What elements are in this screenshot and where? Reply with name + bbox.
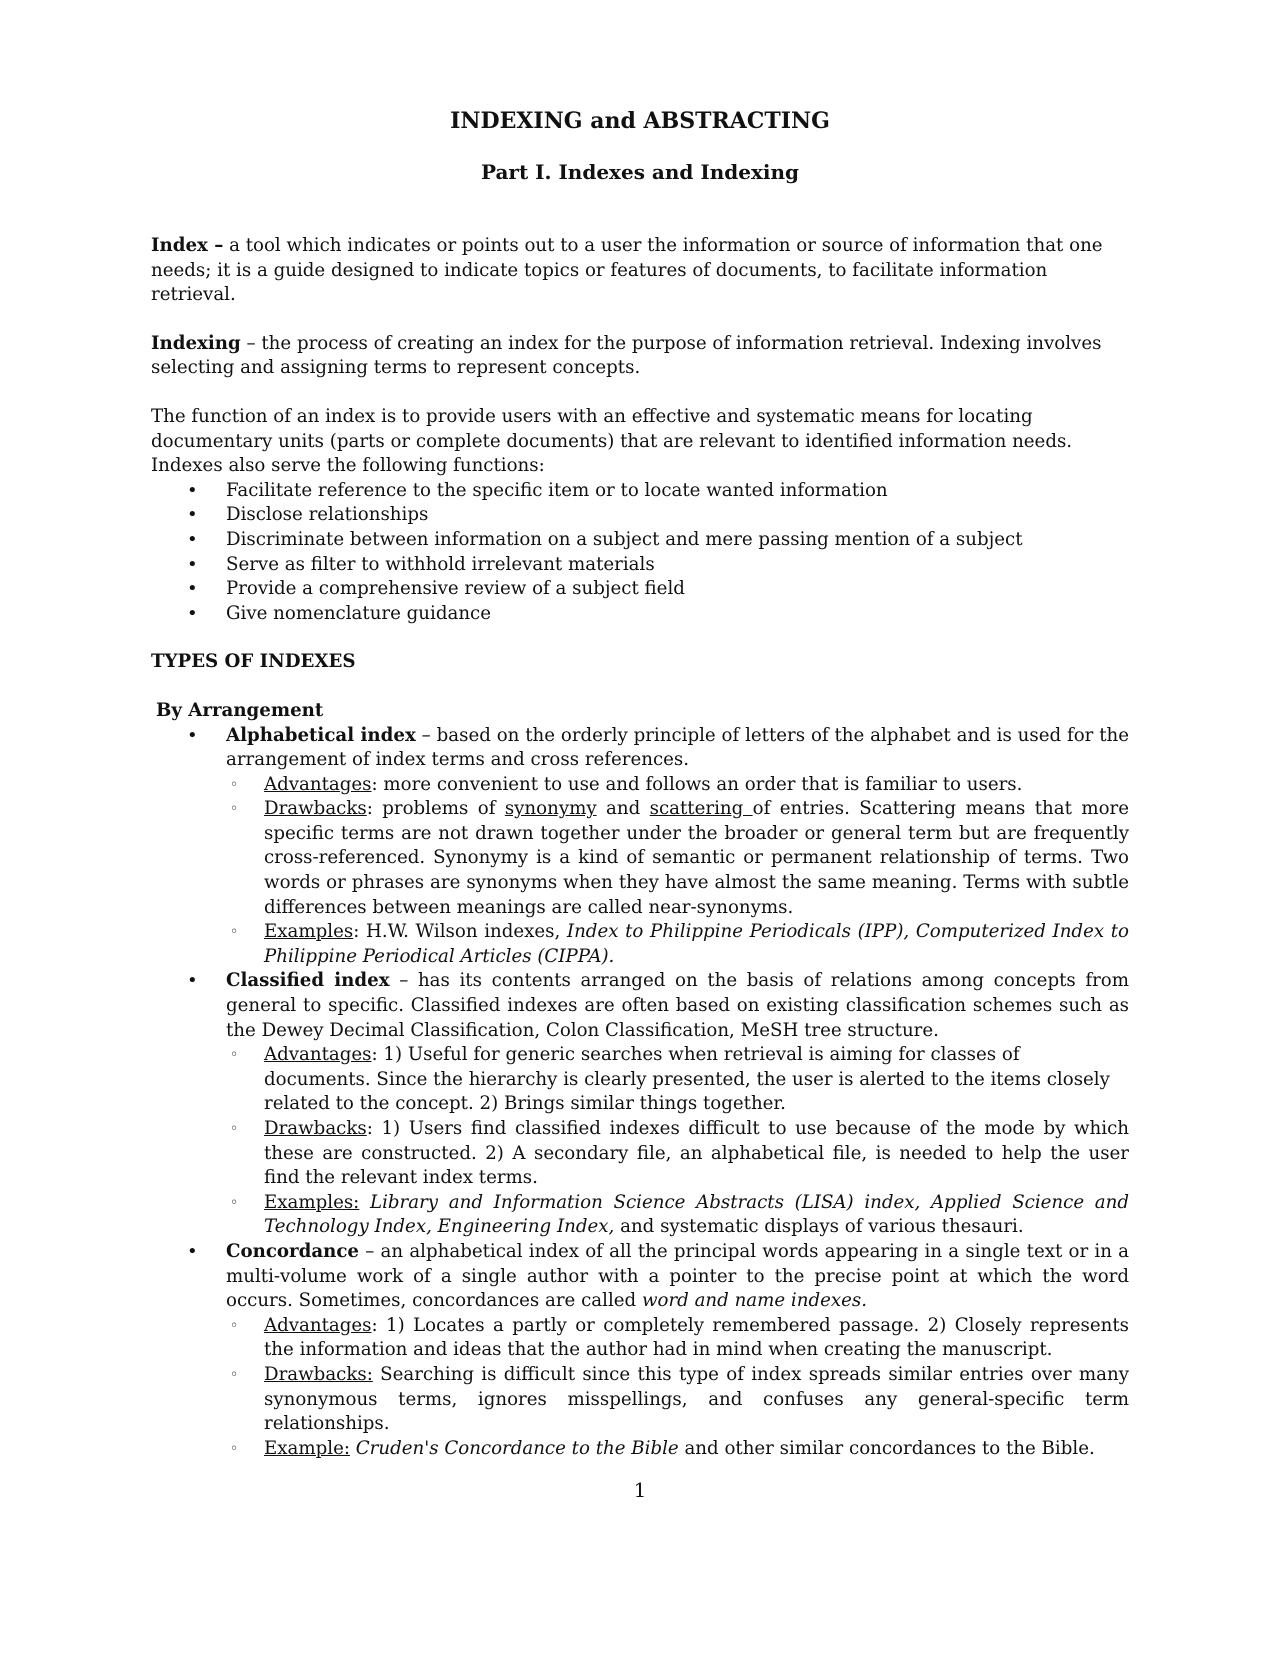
alphabetical-sublist <box>226 773 1129 970</box>
list-item: • Discriminate between information on a subject and mere passing mention of a subject <box>226 528 1129 553</box>
drawbacks-label: Drawbacks <box>264 1118 367 1139</box>
drawbacks-text: : 1) Users find classified indexes difficult to use because of the mode by which these are constructed. 2) A secondary file, an alphabetical file, is needed to help the user find the relevant index terms. <box>264 1118 1129 1189</box>
indexing-definition <box>151 332 1129 381</box>
drawbacks-and: and <box>596 798 650 820</box>
index-definition <box>151 234 1129 308</box>
alphabetical-drawbacks <box>264 797 1129 920</box>
examples-text: and systematic displays of various thesauri. <box>614 1216 1024 1238</box>
document-title: INDEXING and ABSTRACTING <box>450 108 830 134</box>
advantages-text: : more convenient to use and follows an order that is familiar to users. <box>371 773 1023 795</box>
examples-label: Examples <box>264 921 354 943</box>
drawbacks-label: Drawbacks: <box>264 1363 373 1385</box>
classified-advantages <box>264 1043 1129 1117</box>
drawbacks-text-pre: : problems of <box>366 798 505 820</box>
example-label: Example: <box>264 1437 350 1459</box>
concordance-sublist <box>226 1314 1129 1462</box>
example-title: Cruden's Concordance to the Bible <box>349 1437 679 1459</box>
list-item: • Disclose relationships <box>226 503 1129 528</box>
examples-titles: Library and Information Science Abstracts (LISA) index, Applied Science and Technology Index, Engineering Index, <box>264 1191 1129 1238</box>
concordance-alt-name: word and name indexes. <box>641 1290 867 1312</box>
alphabetical-index-term: Alphabetical index <box>226 724 416 746</box>
by-arrangement-heading: By Arrangement <box>156 699 324 721</box>
drawbacks-text-post: of entries. Scattering means that more specific terms are not drawn together under the broader or general term but are frequently cross-referenced. Synonymy is a kind of semantic or permanent relationship of terms. Two words or phrases are synonyms when they have almost the same meaning. Terms with subtle differences between meanings are called near-synonyms. <box>264 798 1129 918</box>
concordance-advantages <box>264 1314 1129 1363</box>
alphabetical-index-text: – based on the orderly principle of letters of the alphabet and is used for the arrangement of index terms and cross references. <box>226 724 1129 771</box>
list-item: • Facilitate reference to the specific item or to locate wanted information <box>226 479 1129 504</box>
alphabetical-index-item <box>226 724 1129 970</box>
list-item: • Give nomenclature guidance <box>226 602 1129 627</box>
types-heading: TYPES OF INDEXES <box>151 651 356 673</box>
examples-label: Examples: <box>264 1191 360 1213</box>
drawbacks-label: Drawbacks <box>264 798 367 820</box>
advantages-label: Advantages <box>264 1314 372 1336</box>
classified-index-term: Classified index <box>226 970 390 992</box>
classified-index-item <box>226 969 1129 1240</box>
examples-titles: Index to Philippine Periodicals (IPP), Computerized Index to Philippine Periodical Articles (CIPPA). <box>264 921 1129 967</box>
indexing-term: Indexing <box>151 332 241 354</box>
arrangement-list <box>151 724 1129 1462</box>
index-term: Index – <box>151 235 224 256</box>
examples-text: : H.W. Wilson indexes, <box>353 921 567 943</box>
classified-sublist <box>226 1043 1129 1240</box>
document-subtitle: Part I. Indexes and Indexing <box>480 160 800 184</box>
page-number: 1 <box>633 1478 647 1502</box>
concordance-example <box>264 1437 1129 1462</box>
concordance-drawbacks <box>264 1363 1129 1437</box>
classified-drawbacks <box>264 1117 1129 1191</box>
synonymy-term: synonymy <box>504 798 597 820</box>
list-item: • Serve as filter to withhold irrelevant materials <box>226 553 1129 578</box>
advantages-label: Advantages <box>264 1044 372 1066</box>
alphabetical-advantages <box>264 773 1129 798</box>
list-item: • Provide a comprehensive review of a subject field <box>226 577 1129 602</box>
alphabetical-examples <box>264 920 1129 969</box>
advantages-text: : 1) Locates a partly or completely remembered passage. 2) Closely represents the information and ideas that the author had in mind when creating the manuscript. <box>264 1314 1129 1361</box>
concordance-item <box>226 1240 1129 1461</box>
indexing-definition-text: – the process of creating an index for the purpose of information retrieval. Indexing involves selecting and assigning terms to represent concepts. <box>151 332 1102 379</box>
classified-examples <box>264 1191 1129 1240</box>
scattering-term: scattering <box>649 798 753 820</box>
functions-intro: The function of an index is to provide users with an effective and systematic means for locating documentary units (parts or complete documents) that are relevant to identified information needs. Indexes also serve the following functions: <box>151 405 1073 477</box>
concordance-text: – an alphabetical index of all the principal words appearing in a single text or in a multi-volume work of a single author with a pointer to the precise point at which the word occurs. Sometimes, concordances are called <box>226 1240 1129 1312</box>
functions-list <box>151 479 1129 627</box>
concordance-term: Concordance <box>226 1240 359 1262</box>
drawbacks-text: Searching is difficult since this type of index spreads similar entries over many synonymous terms, ignores misspellings, and confuses any general-specific term relationships. <box>264 1363 1129 1435</box>
advantages-text: : 1) Useful for generic searches when retrieval is aiming for classes of documents. Since the hierarchy is clearly presented, the user is alerted to the items closely related to the concept. 2) Brings similar things together. <box>264 1044 1110 1115</box>
index-definition-text: a tool which indicates or points out to a user the information or source of information that one needs; it is a guide designed to indicate topics or features of documents, to facilitate information retrieval. <box>151 235 1103 306</box>
classified-index-text: – has its contents arranged on the basis of relations among concepts from general to specific. Classified indexes are often based on existing classification schemes such as the Dewey Decimal Classification, Colon Classification, MeSH tree structure. <box>226 970 1130 1041</box>
example-text: and other similar concordances to the Bible. <box>678 1437 1095 1459</box>
advantages-label: Advantages <box>264 773 372 795</box>
